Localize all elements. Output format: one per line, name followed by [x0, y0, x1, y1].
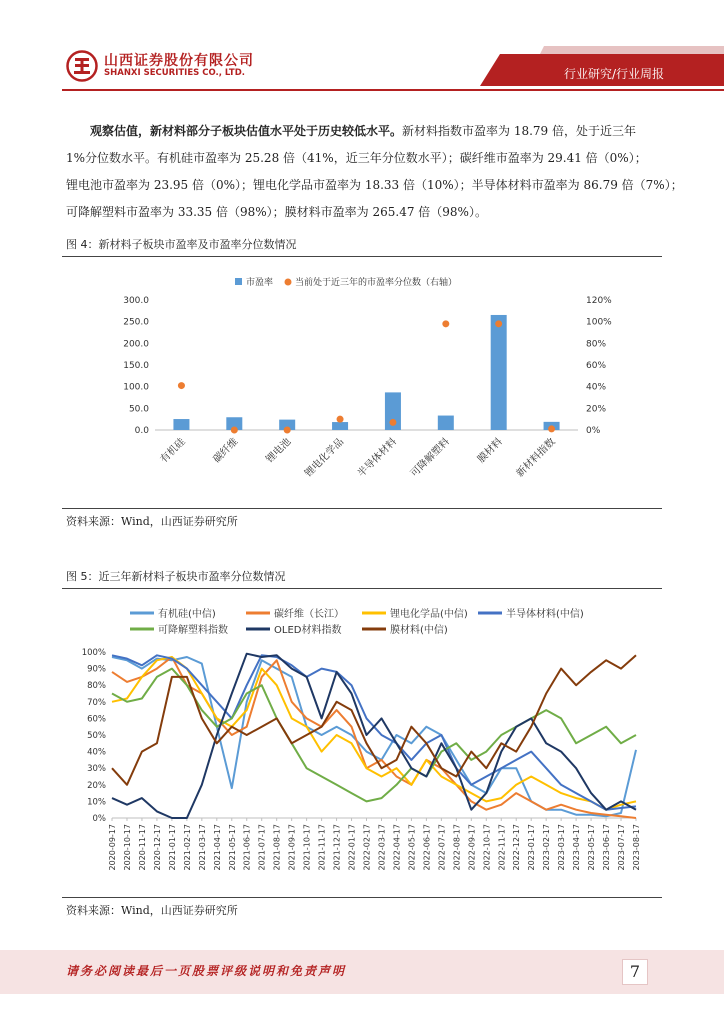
report-type-tag: 行业研究/行业周报 — [563, 67, 664, 81]
y-tick-label: 60% — [87, 714, 106, 725]
y-tick-label: 30% — [87, 764, 106, 775]
legend-series-label: 半导体材料(中信) — [506, 609, 584, 620]
x-tick-label: 2021-04-17 — [212, 824, 222, 871]
percentile-dot — [442, 320, 449, 327]
x-tick-label: 2023-06-17 — [602, 824, 612, 871]
percentile-line-chart — [0, 588, 724, 900]
series-line — [112, 657, 636, 810]
x-tick-label: 2021-09-17 — [287, 824, 297, 871]
x-tick-label: 2023-04-17 — [572, 824, 582, 871]
x-tick-label: 2022-07-17 — [437, 824, 447, 871]
legend-series-label: 膜材料(中信) — [390, 625, 448, 636]
paragraph-line-1: 新材料指数市盈率为 18.79 倍，处于近三年 — [402, 124, 636, 138]
page-number: 7 — [622, 959, 648, 985]
x-tick-label: 2021-07-17 — [257, 824, 267, 871]
header-divider — [62, 89, 724, 91]
page-header — [0, 0, 724, 92]
legend-series-label: 有机硅(中信) — [158, 609, 216, 620]
legend-label-dot: 当前处于近三年的市盈率分位数（右轴） — [295, 278, 458, 288]
paragraph-line-2: 1%分位数水平。有机硅市盈率为 25.28 倍（41%，近三年分位数水平）；碳纤维市盈率为 29.41 倍（0%）； — [66, 151, 647, 165]
y-tick-label: 50% — [87, 731, 106, 741]
y-tick-label: 40% — [87, 747, 106, 758]
x-tick-label: 2022-03-17 — [377, 824, 387, 871]
x-tick-label: 2022-11-17 — [497, 824, 507, 871]
x-tick-label: 2023-03-17 — [557, 824, 567, 871]
pe-bar — [173, 419, 189, 430]
figure-5-title: 图 5：近三年新材料子板块市盈率分位数情况 — [66, 570, 286, 583]
y-left-tick-label: 300.0 — [123, 296, 149, 306]
category-label: 膜材料 — [475, 436, 505, 466]
x-tick-label: 2022-05-17 — [407, 824, 417, 871]
page-footer — [0, 950, 724, 994]
x-tick-label: 2022-02-17 — [362, 824, 372, 871]
x-tick-label: 2021-03-17 — [197, 824, 207, 871]
legend-series-label: OLED材料指数 — [274, 625, 342, 636]
legend-swatch-bar — [235, 278, 242, 285]
y-right-tick-label: 20% — [586, 404, 607, 415]
y-left-tick-label: 50.0 — [128, 404, 149, 415]
y-right-tick-label: 80% — [586, 339, 607, 350]
y-left-tick-label: 0.0 — [134, 426, 149, 436]
x-tick-label: 2022-10-17 — [482, 824, 492, 871]
legend-swatch-dot — [285, 279, 292, 286]
x-tick-label: 2023-01-17 — [527, 824, 537, 871]
y-right-tick-label: 0% — [586, 426, 601, 436]
pe-bar-chart — [0, 256, 724, 516]
percentile-dot — [495, 320, 502, 327]
y-left-tick-label: 200.0 — [123, 339, 149, 350]
x-tick-label: 2021-10-17 — [302, 824, 312, 871]
percentile-dot — [548, 425, 555, 432]
category-label: 碳纤维 — [211, 436, 241, 466]
y-tick-label: 70% — [87, 697, 106, 708]
y-left-tick-label: 250.0 — [123, 317, 149, 328]
percentile-dot — [231, 427, 238, 434]
x-tick-label: 2022-08-17 — [452, 824, 462, 871]
x-tick-label: 2021-11-17 — [317, 824, 327, 871]
x-tick-label: 2023-07-17 — [617, 824, 627, 871]
y-tick-label: 0% — [92, 814, 106, 824]
pe-bar — [491, 315, 507, 430]
y-tick-label: 90% — [87, 664, 106, 675]
legend-label-bar: 市盈率 — [246, 278, 274, 288]
percentile-dot — [337, 416, 344, 423]
series-line — [112, 657, 636, 816]
figure-4-title: 图 4：新材料子板块市盈率及市盈率分位数情况 — [66, 238, 297, 251]
category-label: 半导体材料 — [355, 436, 400, 480]
x-tick-label: 2023-05-17 — [587, 824, 597, 871]
pe-bar — [438, 416, 454, 430]
x-tick-label: 2020-10-17 — [122, 824, 132, 871]
x-tick-label: 2020-12-17 — [152, 824, 162, 871]
company-logo-icon — [66, 50, 98, 82]
category-label: 新材料指数 — [514, 436, 558, 480]
x-tick-label: 2022-12-17 — [512, 824, 522, 871]
category-label: 锂电化学品 — [303, 436, 347, 480]
figure-5-source: 资料来源：Wind，山西证券研究所 — [66, 904, 238, 917]
percentile-dot — [389, 419, 396, 426]
series-line — [112, 655, 636, 809]
legend-series-label: 碳纤维（长江） — [274, 609, 344, 620]
x-tick-label: 2021-02-17 — [182, 824, 192, 871]
percentile-dot — [178, 382, 185, 389]
x-tick-label: 2021-05-17 — [227, 824, 237, 871]
series-line — [112, 654, 636, 818]
pe-bar — [332, 422, 348, 430]
y-tick-label: 10% — [87, 797, 106, 808]
x-tick-label: 2022-06-17 — [422, 824, 432, 871]
legend-series-label: 可降解塑料指数 — [158, 625, 228, 636]
x-tick-label: 2021-12-17 — [332, 824, 342, 871]
figure-4-source: 资料来源：Wind，山西证券研究所 — [66, 515, 238, 528]
x-tick-label: 2023-08-17 — [632, 824, 641, 871]
x-tick-label: 2021-01-17 — [167, 824, 177, 871]
legend-series-label: 锂电化学品(中信) — [390, 609, 468, 620]
y-left-tick-label: 100.0 — [123, 382, 149, 393]
valuation-paragraph — [66, 118, 683, 226]
category-label: 锂电池 — [264, 436, 294, 466]
y-tick-label: 80% — [87, 681, 106, 692]
x-tick-label: 2021-06-17 — [242, 824, 252, 871]
x-tick-label: 2023-02-17 — [542, 824, 552, 871]
y-right-tick-label: 40% — [586, 382, 607, 393]
x-tick-label: 2022-04-17 — [392, 824, 402, 871]
disclaimer-notice: 请务必阅读最后一页股票评级说明和免责声明 — [66, 964, 347, 978]
paragraph-line-3: 锂电池市盈率为 23.95 倍（0%）；锂电化学品市盈率为 18.33 倍（10%）；半导体材料市盈率为 86.79 倍（7%）； — [66, 178, 683, 192]
y-right-tick-label: 100% — [586, 317, 612, 328]
y-left-tick-label: 150.0 — [123, 361, 149, 371]
x-tick-label: 2020-09-17 — [108, 824, 117, 871]
y-tick-label: 20% — [87, 780, 106, 791]
y-tick-label: 100% — [81, 648, 106, 658]
y-right-tick-label: 120% — [586, 296, 612, 306]
category-label: 可降解塑料 — [408, 436, 452, 480]
category-label: 有机硅 — [158, 436, 188, 466]
paragraph-line-4: 可降解塑料市盈率为 33.35 倍（98%）；膜材料市盈率为 265.47 倍（98%）。 — [66, 205, 487, 219]
x-tick-label: 2021-08-17 — [272, 824, 282, 871]
series-line — [112, 657, 636, 818]
company-name-cn: 山西证券股份有限公司 — [104, 53, 254, 69]
y-right-tick-label: 60% — [586, 361, 607, 371]
x-tick-label: 2020-11-17 — [137, 824, 147, 871]
figure-5-bottom-rule — [62, 897, 662, 898]
percentile-dot — [284, 427, 291, 434]
x-tick-label: 2022-09-17 — [467, 824, 477, 871]
x-tick-label: 2022-01-17 — [347, 824, 357, 871]
company-name-en: SHANXI SECURITIES CO., LTD. — [104, 68, 246, 78]
paragraph-lead: 观察估值，新材料部分子板块估值水平处于历史较低水平。 — [90, 124, 403, 138]
figure-4-bottom-rule — [62, 508, 662, 509]
